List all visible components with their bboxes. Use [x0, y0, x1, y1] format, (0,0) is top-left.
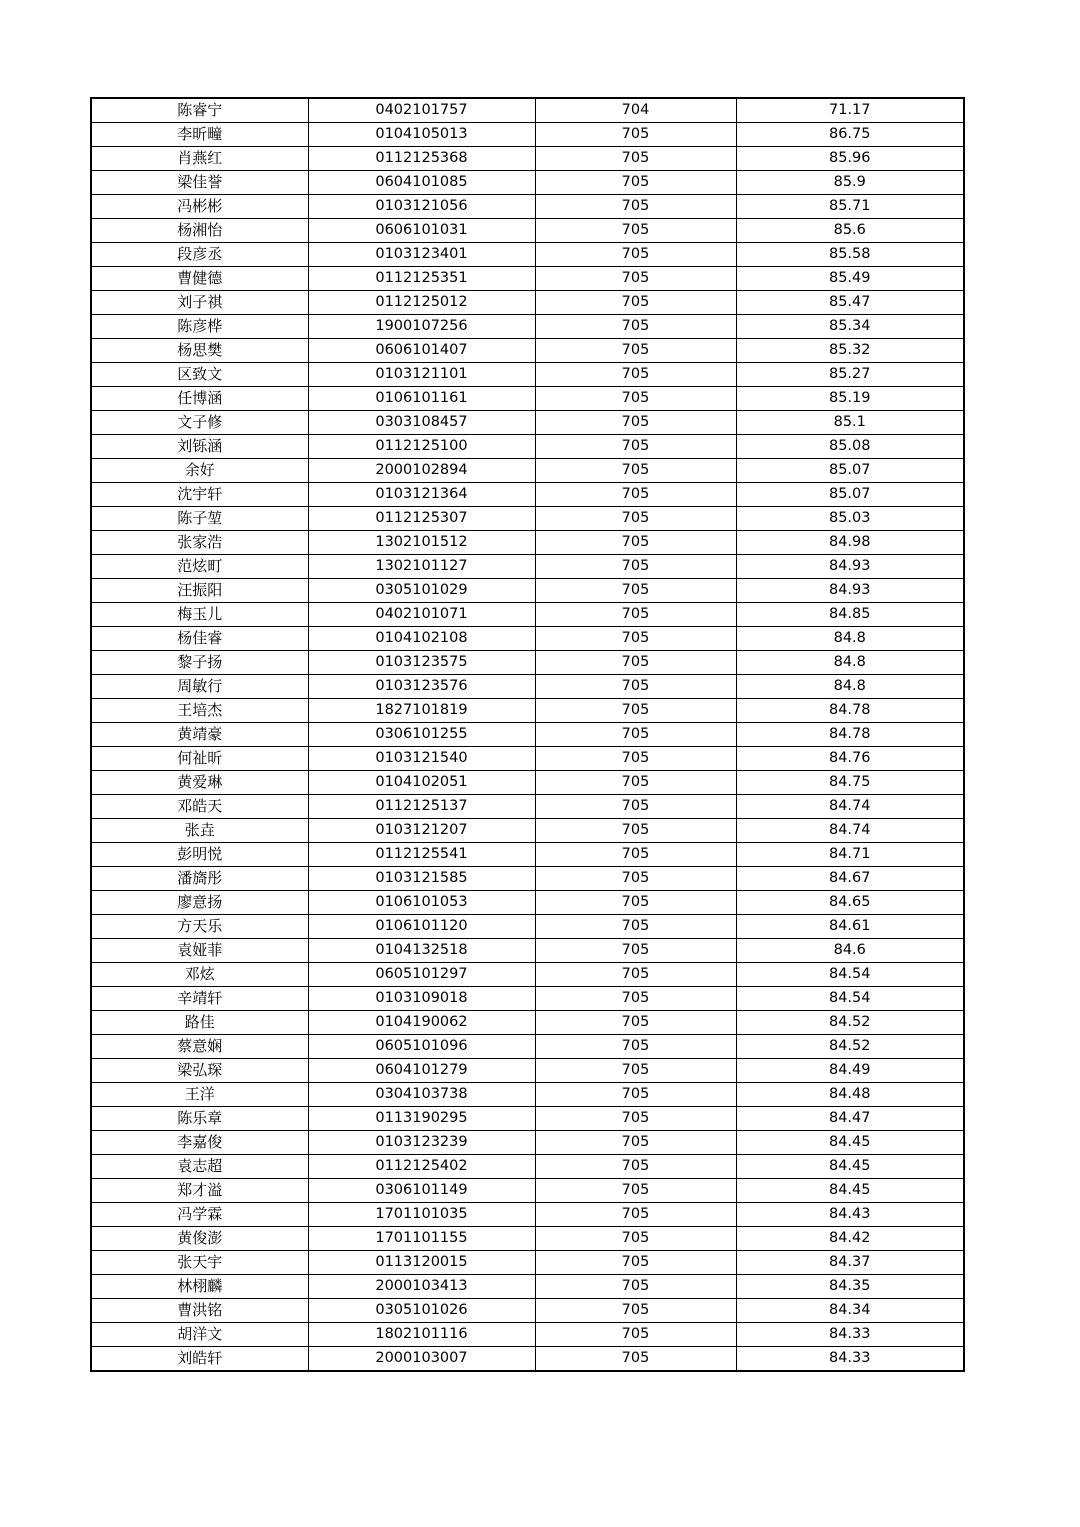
position-code-cell: 705 — [535, 1011, 736, 1035]
table-row — [91, 819, 964, 843]
table-row — [91, 795, 964, 819]
position-code-cell: 705 — [535, 963, 736, 987]
name-cell: 李昕疃 — [91, 123, 308, 147]
table-row — [91, 531, 964, 555]
name-cell: 黄爱琳 — [91, 771, 308, 795]
score-cell: 71.17 — [736, 98, 964, 123]
candidate-id-cell: 0103123575 — [308, 651, 535, 675]
table-row — [91, 1011, 964, 1035]
name-cell: 辛靖轩 — [91, 987, 308, 1011]
table-row — [91, 147, 964, 171]
position-code-cell: 705 — [535, 1251, 736, 1275]
candidate-id-cell: 0112125351 — [308, 267, 535, 291]
name-cell: 陈彦桦 — [91, 315, 308, 339]
table-row — [91, 915, 964, 939]
score-cell: 84.47 — [736, 1107, 964, 1131]
candidate-id-cell: 0605101096 — [308, 1035, 535, 1059]
score-cell: 84.33 — [736, 1323, 964, 1347]
name-cell: 李嘉俊 — [91, 1131, 308, 1155]
table-row — [91, 291, 964, 315]
score-cell: 85.07 — [736, 483, 964, 507]
name-cell: 黎子扬 — [91, 651, 308, 675]
position-code-cell: 705 — [535, 843, 736, 867]
position-code-cell: 705 — [535, 939, 736, 963]
table-row — [91, 1107, 964, 1131]
table-row — [91, 219, 964, 243]
table-row — [91, 1155, 964, 1179]
candidate-id-cell: 0604101085 — [308, 171, 535, 195]
table-row — [91, 243, 964, 267]
name-cell: 邓皓天 — [91, 795, 308, 819]
position-code-cell: 705 — [535, 1131, 736, 1155]
position-code-cell: 705 — [535, 1059, 736, 1083]
candidate-id-cell: 0606101031 — [308, 219, 535, 243]
candidate-id-cell: 1701101155 — [308, 1227, 535, 1251]
candidate-id-cell: 0103121364 — [308, 483, 535, 507]
name-cell: 邓炫 — [91, 963, 308, 987]
score-cell: 84.45 — [736, 1131, 964, 1155]
score-cell: 84.78 — [736, 699, 964, 723]
candidate-id-cell: 0402101071 — [308, 603, 535, 627]
score-cell: 85.19 — [736, 387, 964, 411]
name-cell: 王培杰 — [91, 699, 308, 723]
score-cell: 84.76 — [736, 747, 964, 771]
name-cell: 段彦丞 — [91, 243, 308, 267]
position-code-cell: 705 — [535, 435, 736, 459]
candidate-id-cell: 0604101279 — [308, 1059, 535, 1083]
position-code-cell: 705 — [535, 987, 736, 1011]
candidate-id-cell: 0103121101 — [308, 363, 535, 387]
score-cell: 85.03 — [736, 507, 964, 531]
score-cell: 84.37 — [736, 1251, 964, 1275]
table-row — [91, 747, 964, 771]
position-code-cell: 705 — [535, 507, 736, 531]
score-cell: 85.07 — [736, 459, 964, 483]
name-cell: 梁佳誉 — [91, 171, 308, 195]
name-cell: 郑才溢 — [91, 1179, 308, 1203]
candidate-id-cell: 0112125012 — [308, 291, 535, 315]
score-cell: 84.54 — [736, 963, 964, 987]
position-code-cell: 705 — [535, 627, 736, 651]
candidate-id-cell: 0106101053 — [308, 891, 535, 915]
name-cell: 陈睿宁 — [91, 98, 308, 123]
position-code-cell: 705 — [535, 483, 736, 507]
score-cell: 85.58 — [736, 243, 964, 267]
table-row — [91, 1299, 964, 1323]
candidate-id-cell: 0104190062 — [308, 1011, 535, 1035]
table-row — [91, 987, 964, 1011]
candidate-id-cell: 1302101512 — [308, 531, 535, 555]
name-cell: 梅玉儿 — [91, 603, 308, 627]
candidate-id-cell: 0112125100 — [308, 435, 535, 459]
score-cell: 84.54 — [736, 987, 964, 1011]
score-cell: 84.74 — [736, 795, 964, 819]
candidate-id-cell: 0103121540 — [308, 747, 535, 771]
position-code-cell: 705 — [535, 1155, 736, 1179]
table-body — [91, 98, 964, 1371]
candidate-id-cell: 0103121056 — [308, 195, 535, 219]
position-code-cell: 705 — [535, 1035, 736, 1059]
candidate-id-cell: 0112125307 — [308, 507, 535, 531]
candidate-id-cell: 0104132518 — [308, 939, 535, 963]
name-cell: 梁弘琛 — [91, 1059, 308, 1083]
candidate-id-cell: 0106101161 — [308, 387, 535, 411]
candidate-id-cell: 0606101407 — [308, 339, 535, 363]
table-row — [91, 723, 964, 747]
name-cell: 廖意扬 — [91, 891, 308, 915]
score-cell: 84.8 — [736, 627, 964, 651]
name-cell: 冯学霖 — [91, 1203, 308, 1227]
position-code-cell: 705 — [535, 1227, 736, 1251]
table-row — [91, 315, 964, 339]
score-cell: 84.61 — [736, 915, 964, 939]
position-code-cell: 705 — [535, 651, 736, 675]
score-cell: 84.71 — [736, 843, 964, 867]
position-code-cell: 705 — [535, 891, 736, 915]
position-code-cell: 705 — [535, 363, 736, 387]
position-code-cell: 705 — [535, 315, 736, 339]
position-code-cell: 705 — [535, 291, 736, 315]
score-cell: 84.34 — [736, 1299, 964, 1323]
table-row — [91, 387, 964, 411]
position-code-cell: 705 — [535, 267, 736, 291]
score-cell: 85.96 — [736, 147, 964, 171]
score-cell: 84.8 — [736, 675, 964, 699]
score-cell: 84.45 — [736, 1179, 964, 1203]
position-code-cell: 705 — [535, 819, 736, 843]
table-row — [91, 1203, 964, 1227]
table-row — [91, 603, 964, 627]
table-row — [91, 459, 964, 483]
name-cell: 路佳 — [91, 1011, 308, 1035]
candidate-id-cell: 2000103007 — [308, 1347, 535, 1372]
name-cell: 曹健德 — [91, 267, 308, 291]
name-cell: 胡洋文 — [91, 1323, 308, 1347]
name-cell: 刘铄涵 — [91, 435, 308, 459]
position-code-cell: 704 — [535, 98, 736, 123]
score-cell: 84.6 — [736, 939, 964, 963]
position-code-cell: 705 — [535, 771, 736, 795]
table-row — [91, 1275, 964, 1299]
score-table — [90, 97, 965, 1372]
candidate-id-cell: 0112125137 — [308, 795, 535, 819]
table-row — [91, 1131, 964, 1155]
score-cell: 84.35 — [736, 1275, 964, 1299]
table-row — [91, 1323, 964, 1347]
table-row — [91, 579, 964, 603]
candidate-id-cell: 1701101035 — [308, 1203, 535, 1227]
table-row — [91, 98, 964, 123]
table-row — [91, 411, 964, 435]
candidate-id-cell: 0305101029 — [308, 579, 535, 603]
name-cell: 陈乐章 — [91, 1107, 308, 1131]
candidate-id-cell: 0104105013 — [308, 123, 535, 147]
candidate-id-cell: 0303108457 — [308, 411, 535, 435]
position-code-cell: 705 — [535, 579, 736, 603]
name-cell: 任博涵 — [91, 387, 308, 411]
position-code-cell: 705 — [535, 1323, 736, 1347]
name-cell: 刘皓轩 — [91, 1347, 308, 1372]
candidate-id-cell: 0113190295 — [308, 1107, 535, 1131]
position-code-cell: 705 — [535, 459, 736, 483]
name-cell: 范炫町 — [91, 555, 308, 579]
name-cell: 余好 — [91, 459, 308, 483]
score-cell: 84.43 — [736, 1203, 964, 1227]
table-row — [91, 843, 964, 867]
position-code-cell: 705 — [535, 555, 736, 579]
position-code-cell: 705 — [535, 795, 736, 819]
score-cell: 84.67 — [736, 867, 964, 891]
candidate-id-cell: 2000103413 — [308, 1275, 535, 1299]
score-cell: 85.08 — [736, 435, 964, 459]
score-cell: 84.49 — [736, 1059, 964, 1083]
position-code-cell: 705 — [535, 1203, 736, 1227]
name-cell: 张家浩 — [91, 531, 308, 555]
table-row — [91, 1251, 964, 1275]
table-row — [91, 651, 964, 675]
name-cell: 汪振阳 — [91, 579, 308, 603]
score-cell: 84.85 — [736, 603, 964, 627]
name-cell: 刘子祺 — [91, 291, 308, 315]
position-code-cell: 705 — [535, 1179, 736, 1203]
table-row — [91, 675, 964, 699]
name-cell: 潘旖彤 — [91, 867, 308, 891]
score-cell: 85.47 — [736, 291, 964, 315]
position-code-cell: 705 — [535, 1347, 736, 1372]
name-cell: 肖燕红 — [91, 147, 308, 171]
table-row — [91, 1035, 964, 1059]
score-cell: 84.65 — [736, 891, 964, 915]
candidate-id-cell: 0304103738 — [308, 1083, 535, 1107]
name-cell: 何祉昕 — [91, 747, 308, 771]
position-code-cell: 705 — [535, 1299, 736, 1323]
position-code-cell: 705 — [535, 1083, 736, 1107]
table-row — [91, 699, 964, 723]
position-code-cell: 705 — [535, 123, 736, 147]
score-cell: 84.48 — [736, 1083, 964, 1107]
table-row — [91, 363, 964, 387]
table-row — [91, 891, 964, 915]
score-cell: 84.74 — [736, 819, 964, 843]
candidate-id-cell: 0103123239 — [308, 1131, 535, 1155]
table-row — [91, 123, 964, 147]
table-row — [91, 507, 964, 531]
table-row — [91, 627, 964, 651]
table-row — [91, 555, 964, 579]
candidate-id-cell: 0103109018 — [308, 987, 535, 1011]
name-cell: 杨湘怡 — [91, 219, 308, 243]
score-cell: 84.93 — [736, 579, 964, 603]
table-row — [91, 963, 964, 987]
candidate-id-cell: 1302101127 — [308, 555, 535, 579]
position-code-cell: 705 — [535, 243, 736, 267]
position-code-cell: 705 — [535, 723, 736, 747]
position-code-cell: 705 — [535, 675, 736, 699]
score-cell: 86.75 — [736, 123, 964, 147]
candidate-id-cell: 0112125368 — [308, 147, 535, 171]
name-cell: 袁志超 — [91, 1155, 308, 1179]
score-cell: 85.32 — [736, 339, 964, 363]
name-cell: 黄俊澎 — [91, 1227, 308, 1251]
candidate-id-cell: 0103121585 — [308, 867, 535, 891]
position-code-cell: 705 — [535, 411, 736, 435]
name-cell: 彭明悦 — [91, 843, 308, 867]
name-cell: 冯彬彬 — [91, 195, 308, 219]
score-cell: 85.27 — [736, 363, 964, 387]
name-cell: 杨思樊 — [91, 339, 308, 363]
name-cell: 张天宇 — [91, 1251, 308, 1275]
position-code-cell: 705 — [535, 915, 736, 939]
table-row — [91, 195, 964, 219]
score-cell: 84.42 — [736, 1227, 964, 1251]
score-cell: 85.6 — [736, 219, 964, 243]
table-row — [91, 1227, 964, 1251]
table-row — [91, 771, 964, 795]
position-code-cell: 705 — [535, 867, 736, 891]
table-row — [91, 171, 964, 195]
position-code-cell: 705 — [535, 195, 736, 219]
score-cell: 84.33 — [736, 1347, 964, 1372]
candidate-id-cell: 0306101149 — [308, 1179, 535, 1203]
name-cell: 沈宇轩 — [91, 483, 308, 507]
position-code-cell: 705 — [535, 603, 736, 627]
candidate-id-cell: 0112125402 — [308, 1155, 535, 1179]
candidate-id-cell: 0605101297 — [308, 963, 535, 987]
score-cell: 84.45 — [736, 1155, 964, 1179]
score-cell: 85.34 — [736, 315, 964, 339]
candidate-id-cell: 0103121207 — [308, 819, 535, 843]
name-cell: 王洋 — [91, 1083, 308, 1107]
position-code-cell: 705 — [535, 747, 736, 771]
name-cell: 蔡意娴 — [91, 1035, 308, 1059]
candidate-id-cell: 0113120015 — [308, 1251, 535, 1275]
score-cell: 84.52 — [736, 1035, 964, 1059]
position-code-cell: 705 — [535, 339, 736, 363]
candidate-id-cell: 0402101757 — [308, 98, 535, 123]
score-cell: 85.71 — [736, 195, 964, 219]
score-cell: 84.93 — [736, 555, 964, 579]
position-code-cell: 705 — [535, 219, 736, 243]
table-row — [91, 939, 964, 963]
position-code-cell: 705 — [535, 699, 736, 723]
name-cell: 杨佳睿 — [91, 627, 308, 651]
name-cell: 林栩麟 — [91, 1275, 308, 1299]
position-code-cell: 705 — [535, 1107, 736, 1131]
candidate-id-cell: 0103123576 — [308, 675, 535, 699]
position-code-cell: 705 — [535, 531, 736, 555]
table-row — [91, 1059, 964, 1083]
name-cell: 区致文 — [91, 363, 308, 387]
name-cell: 袁娅菲 — [91, 939, 308, 963]
candidate-id-cell: 0306101255 — [308, 723, 535, 747]
position-code-cell: 705 — [535, 387, 736, 411]
score-cell: 84.52 — [736, 1011, 964, 1035]
candidate-id-cell: 1802101116 — [308, 1323, 535, 1347]
table-row — [91, 483, 964, 507]
table-row — [91, 1083, 964, 1107]
table-row — [91, 1347, 964, 1372]
candidate-id-cell: 0103123401 — [308, 243, 535, 267]
table-row — [91, 339, 964, 363]
score-cell: 84.78 — [736, 723, 964, 747]
name-cell: 张垚 — [91, 819, 308, 843]
position-code-cell: 705 — [535, 147, 736, 171]
candidate-id-cell: 2000102894 — [308, 459, 535, 483]
candidate-id-cell: 0305101026 — [308, 1299, 535, 1323]
score-cell: 84.75 — [736, 771, 964, 795]
name-cell: 曹洪铭 — [91, 1299, 308, 1323]
score-cell: 84.8 — [736, 651, 964, 675]
name-cell: 文子修 — [91, 411, 308, 435]
candidate-id-cell: 1900107256 — [308, 315, 535, 339]
name-cell: 方天乐 — [91, 915, 308, 939]
name-cell: 周敏行 — [91, 675, 308, 699]
score-cell: 85.49 — [736, 267, 964, 291]
candidate-id-cell: 0104102108 — [308, 627, 535, 651]
score-cell: 85.1 — [736, 411, 964, 435]
score-cell: 85.9 — [736, 171, 964, 195]
position-code-cell: 705 — [535, 171, 736, 195]
score-cell: 84.98 — [736, 531, 964, 555]
candidate-id-cell: 0106101120 — [308, 915, 535, 939]
candidate-id-cell: 0104102051 — [308, 771, 535, 795]
name-cell: 陈子堃 — [91, 507, 308, 531]
table-row — [91, 867, 964, 891]
table-row — [91, 267, 964, 291]
position-code-cell: 705 — [535, 1275, 736, 1299]
name-cell: 黄靖豪 — [91, 723, 308, 747]
table-row — [91, 435, 964, 459]
candidate-id-cell: 1827101819 — [308, 699, 535, 723]
table-row — [91, 1179, 964, 1203]
candidate-id-cell: 0112125541 — [308, 843, 535, 867]
